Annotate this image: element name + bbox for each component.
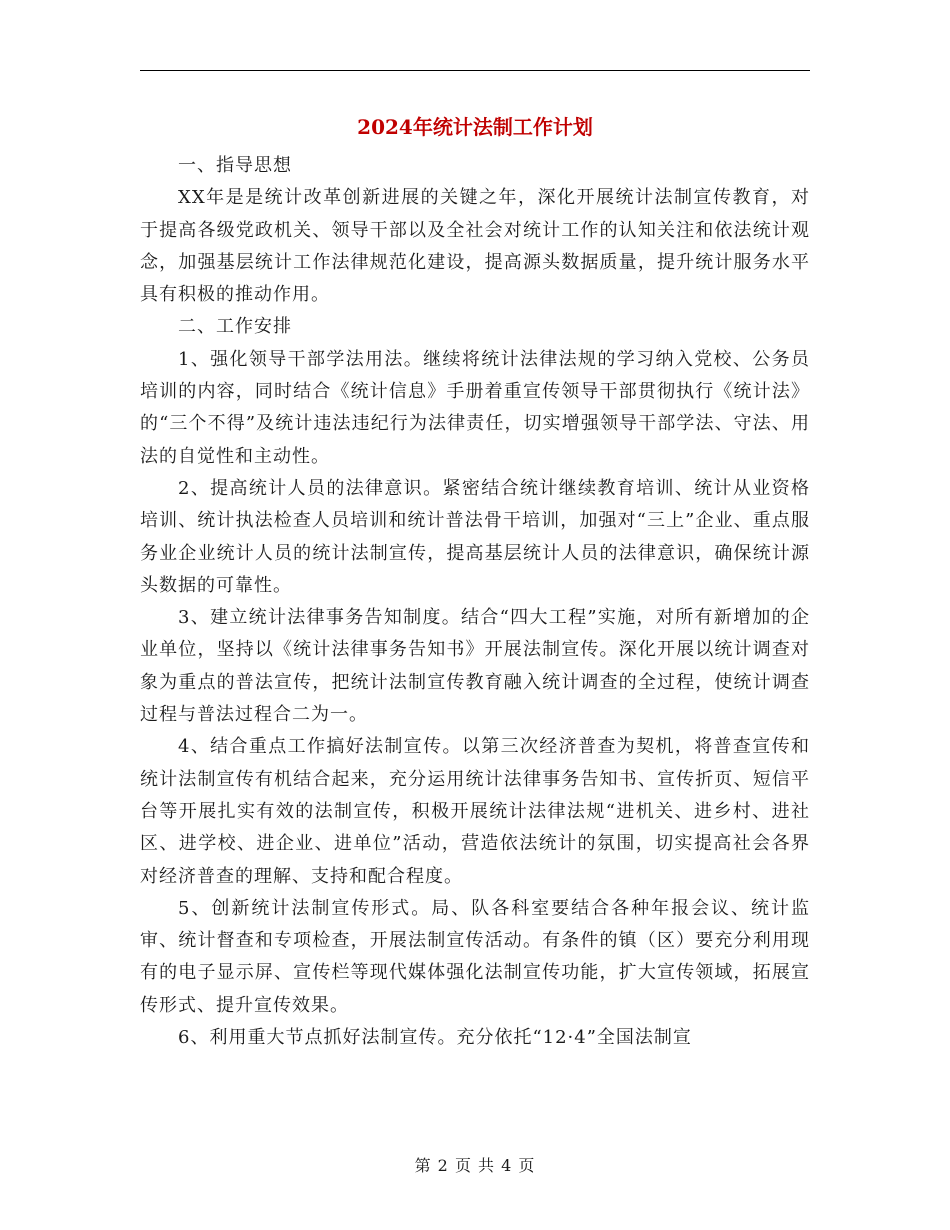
paragraph-item-5: 5、创新统计法制宣传形式。局、队各科室要结合各种年报会议、统计监审、统计督查和专项检查，开展法制宣传活动。有条件的镇（区）要充分利用现有的电子显示屏、宣传栏等现代媒体强化法制宣传功能，扩大宣传领域，拓展宣传形式、提升宣传效果。 <box>140 897 810 1016</box>
section-heading-work-arrangement: 二、工作安排 <box>178 316 292 338</box>
document-title: 2024年统计法制工作计划 <box>357 115 593 139</box>
section-heading-guiding-ideology: 一、指导思想 <box>178 155 292 176</box>
page-number-footer: 第 2 页 共 4 页 <box>414 1156 536 1175</box>
paragraph-item-1: 1、强化领导干部学法用法。继续将统计法律法规的学习纳入党校、公务员培训的内容，同时结合《统计信息》手册着重宣传领导干部贯彻执行《统计法》的“三个不得”及统计违法违纪行为法律责任，切实增强领导干部学法、守法、用法的自觉性和主动性。 <box>140 348 810 467</box>
paragraph-item-3: 3、建立统计法律事务告知制度。结合“四大工程”实施，对所有新增加的企业单位，坚持以《统计法律事务告知书》开展法制宣传。深化开展以统计调查对象为重点的普法宣传，把统计法制宣传教育融入统计调查的全过程，使统计调查过程与普法过程合二为一。 <box>140 607 810 726</box>
header-rule <box>140 70 810 71</box>
paragraph-item-2: 2、提高统计人员的法律意识。紧密结合统计继续教育培训、统计从业资格培训、统计执法检查人员培训和统计普法骨干培训，加强对“三上”企业、重点服务业企业统计人员的统计法制宣传，提高基层统计人员的法律意识，确保统计源头数据的可靠性。 <box>140 477 810 596</box>
document-body <box>140 150 810 1054</box>
paragraph-guiding-ideology: XX年是是统计改革创新进展的关键之年，深化开展统计法制宣传教育，对于提高各级党政机关、领导干部以及全社会对统计工作的认知关注和依法统计观念，加强基层统计工作法律规范化建设，提高源头数据质量，提升统计服务水平具有积极的推动作用。 <box>140 187 810 306</box>
paragraph-item-6: 6、利用重大节点抓好法制宣传。充分依托“12·4”全国法制宣 <box>178 1027 692 1049</box>
paragraph-item-4: 4、结合重点工作搞好法制宣传。以第三次经济普查为契机，将普查宣传和统计法制宣传有机结合起来，充分运用统计法律事务告知书、宣传折页、短信平台等开展扎实有效的法制宣传，积极开展统计法律法规“进机关、进乡村、进社区、进学校、进企业、进单位”活动，营造依法统计的氛围，切实提高社会各界对经济普查的理解、支持和配合程度。 <box>140 736 810 887</box>
